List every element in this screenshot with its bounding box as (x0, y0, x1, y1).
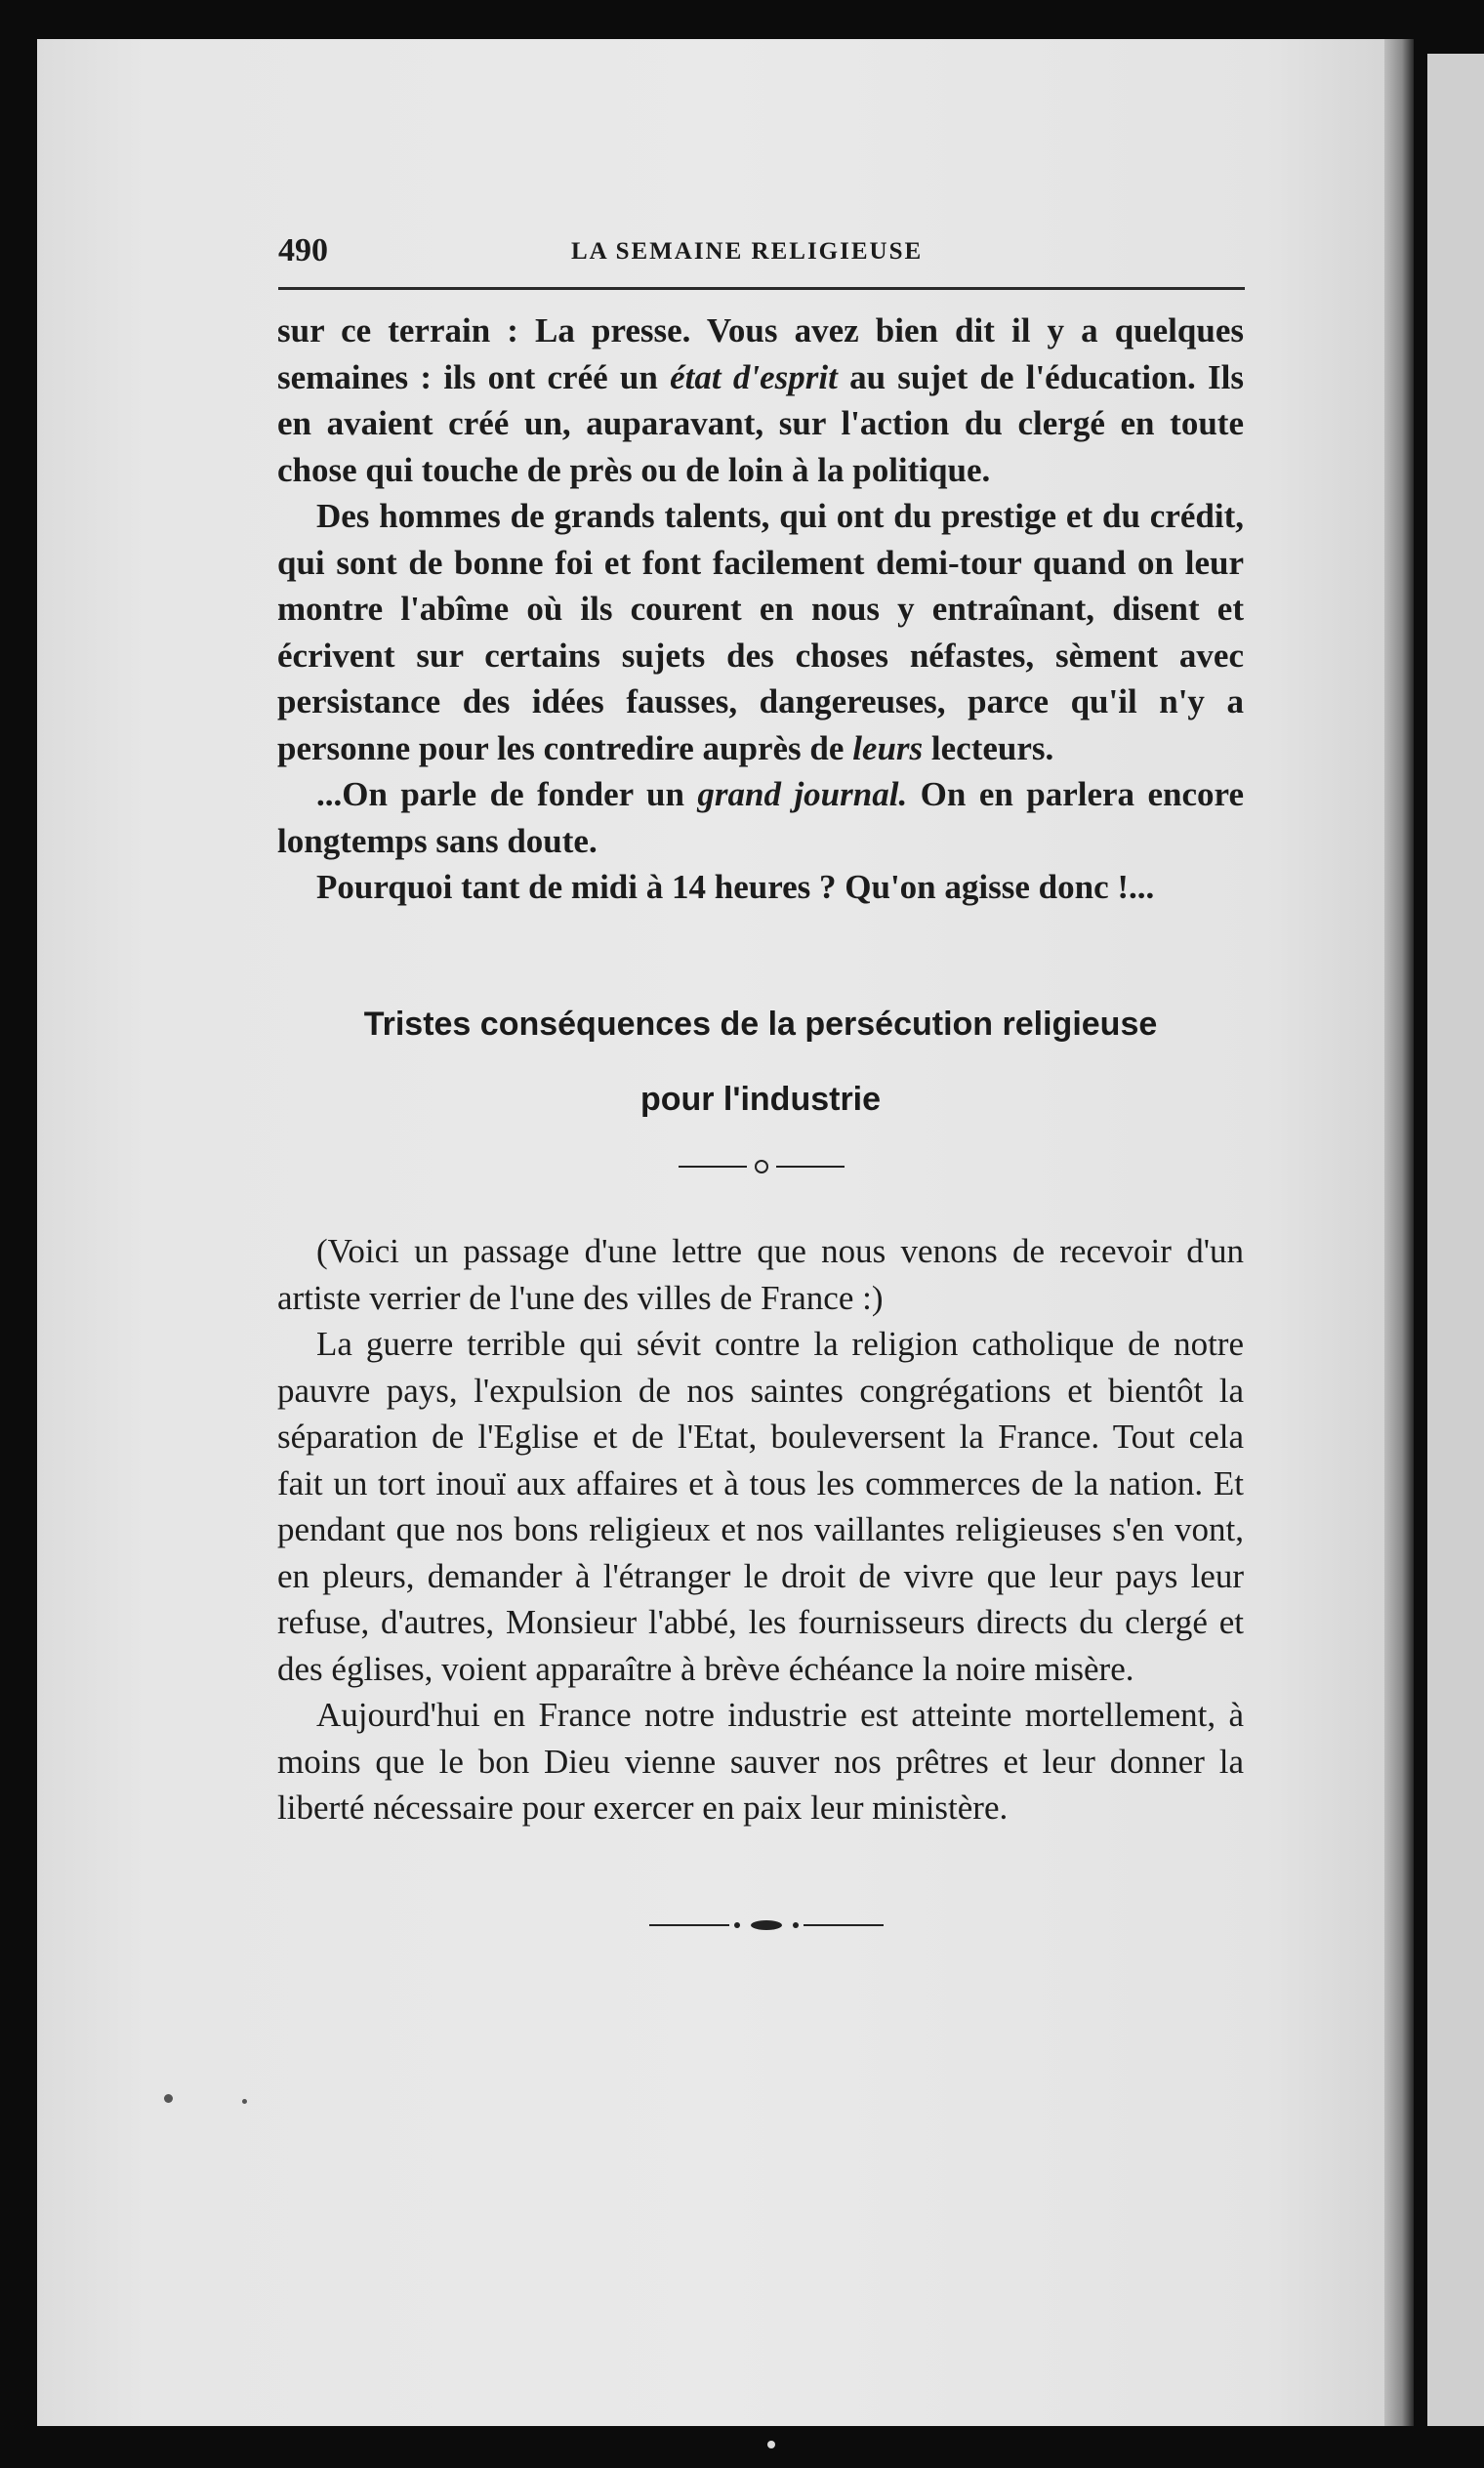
italic-text: grand journal. (697, 775, 908, 813)
scan-speck (767, 2441, 775, 2448)
scan-speck (242, 2099, 247, 2104)
text-segment: La guerre terrible qui sévit contre la religion catholique de notre pauvre pays, l'expulsion de nos saintes congrégations et bientôt la séparation de l'Eglise et de l'Etat, bouleversent la France. Tout cela fait un tort inouï aux affaires et à tous les commerces de la nation. Et pendant que nos bons religieux et nos vaillantes religieuses s'en vont, en pleurs, demander à l'étranger le droit de vivre que leur pays leur refuse, d'autres, Monsieur l'abbé, les fournisseurs directs du clergé et des églises, voient apparaître à brève échéance la noire misère. (277, 1325, 1244, 1688)
italic-text: leurs (852, 728, 924, 767)
running-head: LA SEMAINE RELIGIEUSE (571, 238, 924, 265)
paragraph (277, 1321, 1244, 1692)
paragraph (277, 308, 1244, 493)
body-text-bottom (277, 1228, 1244, 1831)
scan-speck (164, 2094, 173, 2103)
page-header (278, 232, 1245, 281)
header-rule (278, 287, 1245, 290)
paragraph (277, 1692, 1244, 1831)
italic-text: état d'esprit (670, 357, 838, 396)
end-ornament (649, 1913, 884, 1937)
page-edge-shadow (1384, 39, 1414, 2426)
text-segment: lecteurs. (923, 728, 1054, 767)
section-divider-ornament (674, 1152, 849, 1181)
adjacent-page-strip (1427, 54, 1484, 2426)
text-segment: (Voici un passage d'une lettre que nous venons de recevoir d'un artiste verrier de l'une des villes de France :) (277, 1232, 1244, 1317)
text-segment: Pourquoi tant de midi à 14 heures ? Qu'on agisse donc !... (316, 868, 1155, 906)
body-text-top (277, 308, 1244, 911)
paragraph (277, 1228, 1244, 1321)
text-segment: Aujourd'hui en France notre industrie est atteinte mortellement, à moins que le bon Dieu vienne sauver nos prêtres et leur donner la liberté nécessaire pour exercer en paix leur ministère. (277, 1696, 1244, 1827)
text-segment: sur ce terrain : La presse. Vous avez bien dit il y a quelques semaines : ils ont créé un (277, 311, 1244, 396)
section-title-line-2: pour l'industrie (639, 1081, 882, 1118)
text-segment: ...On parle de fonder un (316, 775, 698, 813)
text-segment: On en parlera encore longtemps sans doute. (277, 775, 1244, 860)
paragraph (277, 864, 1244, 911)
paragraph (277, 771, 1244, 864)
paragraph (277, 493, 1244, 771)
section-title-line-1: Tristes conséquences de la persécution religieuse (363, 1006, 1158, 1043)
page-number: 490 (278, 232, 328, 268)
text-segment: au sujet de l'éducation. Ils en avaient créé un, auparavant, sur l'action du clergé en toute chose qui touche de près ou de loin à la politique. (277, 357, 1244, 489)
text-segment: Des hommes de grands talents, qui ont du prestige et du crédit, qui sont de bonne foi et font facilement demi-tour quand on leur montre l'abîme où ils courent en nous y entraînant, disent et écrivent sur certains sujets des choses néfastes, sèment avec persistance des idées fausses, dangereuses, parce qu'il n'y a personne pour les contredire auprès de (277, 497, 1244, 767)
